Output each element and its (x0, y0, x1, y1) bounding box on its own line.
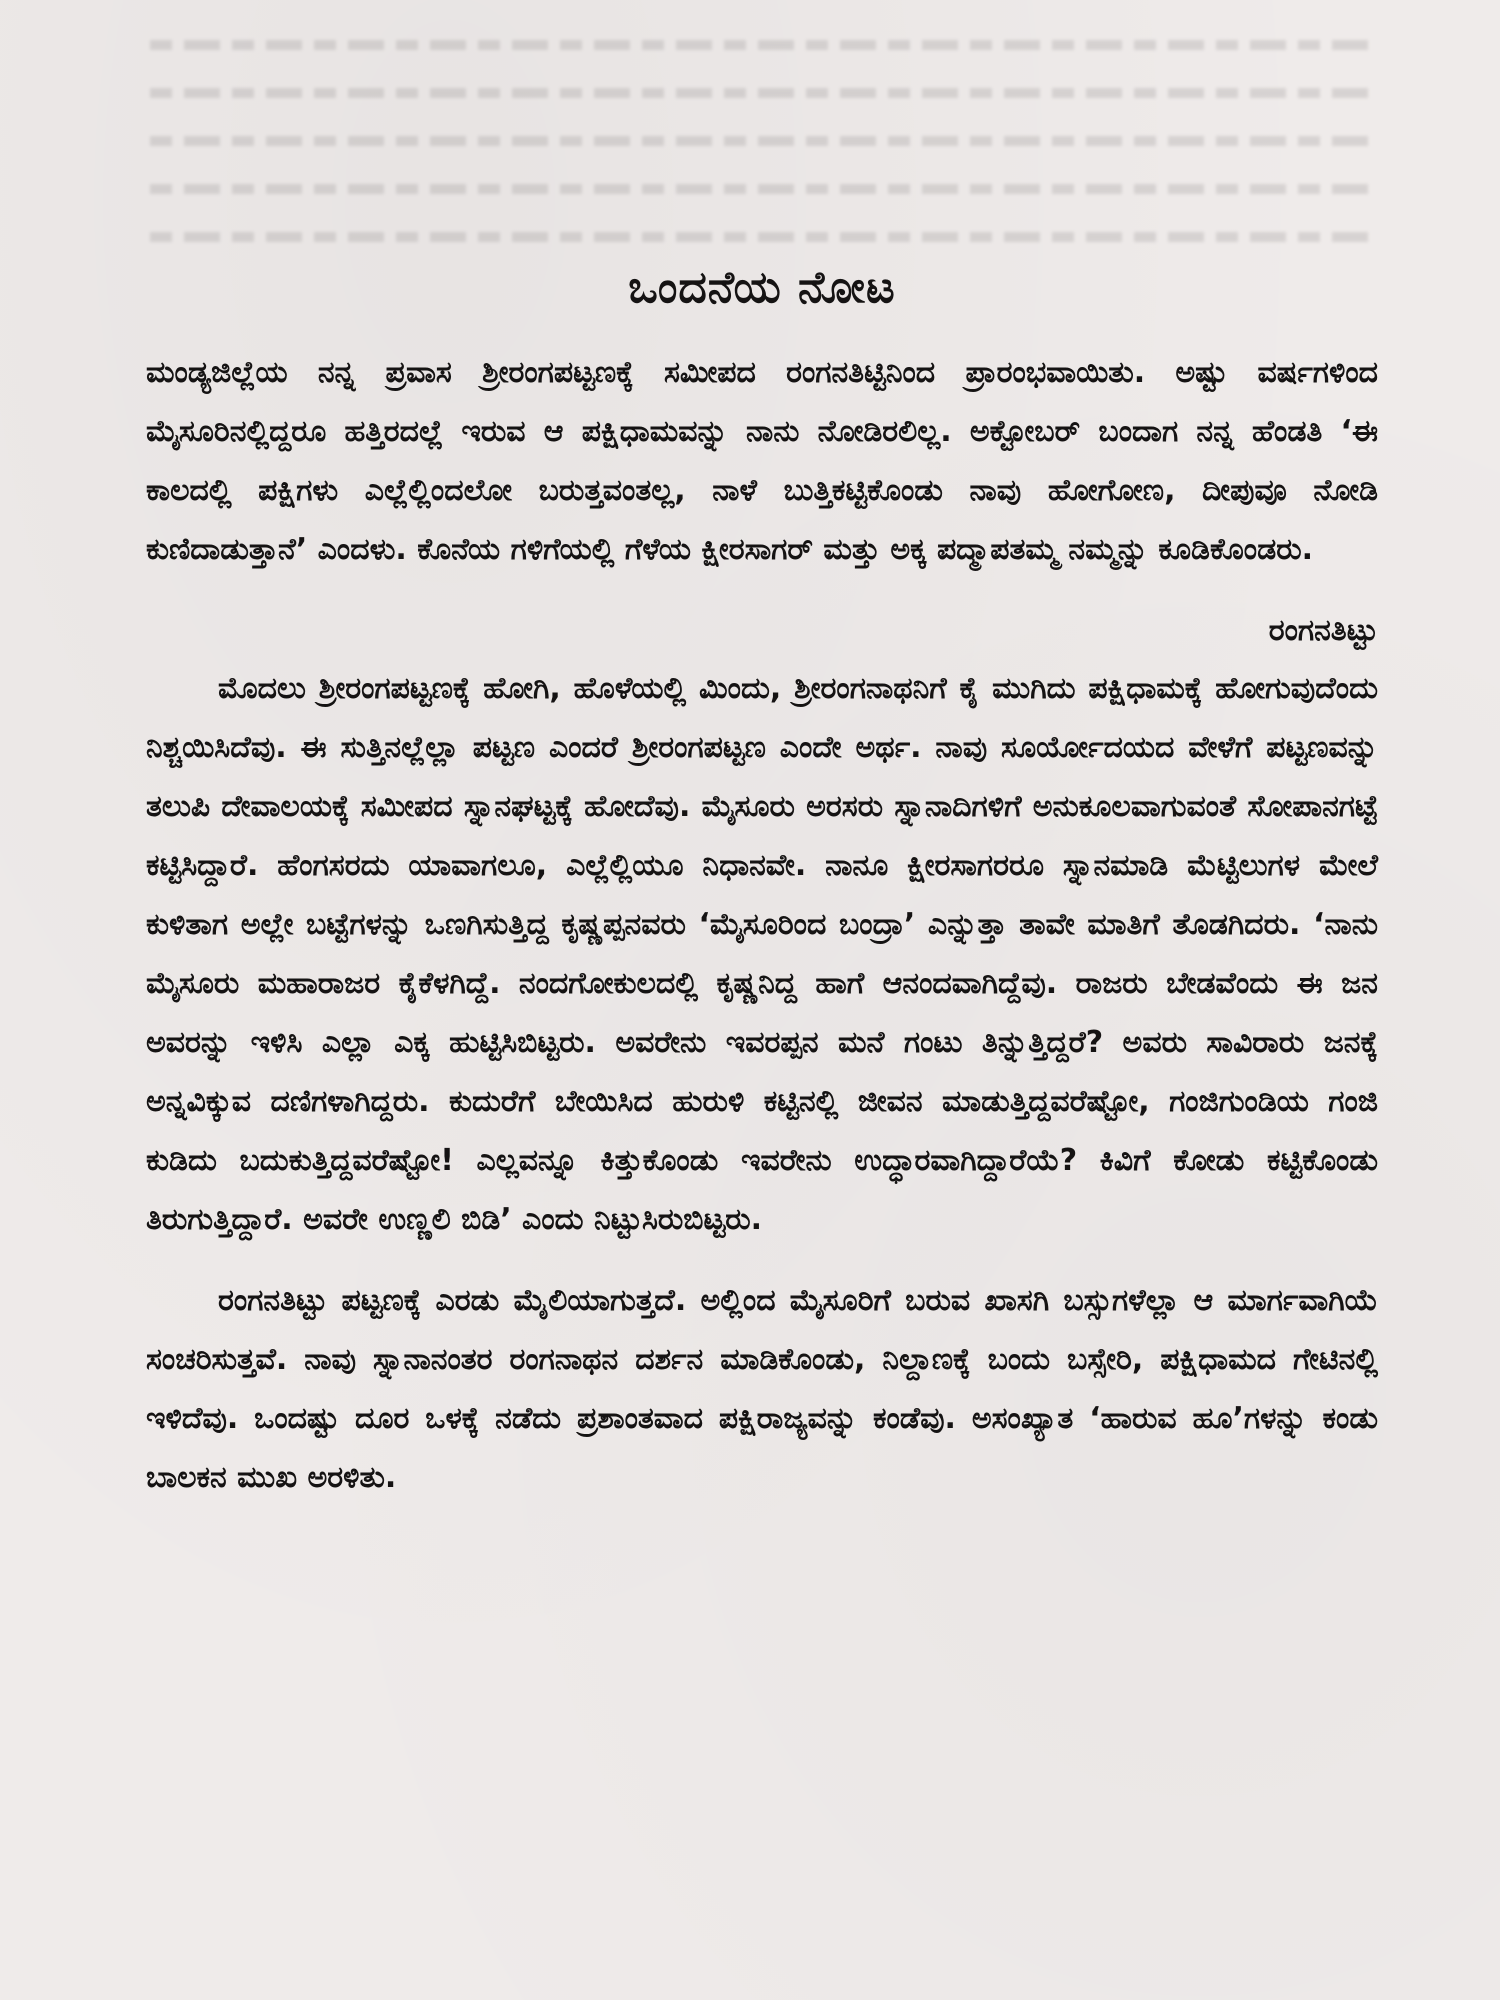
paragraph-gap (146, 1249, 1378, 1271)
paragraph-intro: ಮಂಡ್ಯಜಿಲ್ಲೆಯ ನನ್ನ ಪ್ರವಾಸ ಶ್ರೀರಂಗಪಟ್ಟಣಕ್ಕೆ ಸಮೀಪದ ರಂಗನತಿಟ್ಟಿನಿಂದ ಪ್ರಾರಂಭವಾಯಿತು. ಅಷ್ಟು ವರ್ಷಗಳಿಂದ ಮೈಸೂರಿನಲ್ಲಿದ್ದರೂ ಹತ್ತಿರದಲ್ಲೆ ಇರುವ ಆ ಪಕ್ಷಿಧಾಮವನ್ನು ನಾನು ನೋಡಿರಲಿಲ್ಲ. ಅಕ್ಟೋಬರ್ ಬಂದಾಗ ನನ್ನ ಹೆಂಡತಿ ‘ಈ ಕಾಲದಲ್ಲಿ ಪಕ್ಷಿಗಳು ಎಲ್ಲೆಲ್ಲಿಂದಲೋ ಬರುತ್ತವಂತಲ್ಲ, ನಾಳೆ ಬುತ್ತಿಕಟ್ಟಿಕೊಂಡು ನಾವು ಹೋಗೋಣ, ದೀಪುವೂ ನೋಡಿ ಕುಣಿದಾಡುತ್ತಾನೆ’ ಎಂದಳು. ಕೊನೆಯ ಗಳಿಗೆಯಲ್ಲಿ ಗೆಳೆಯ ಕ್ಷೀರಸಾಗರ್ ಮತ್ತು ಅಕ್ಕ ಪದ್ಮಾಪತಮ್ಮ ನಮ್ಮನ್ನು ಕೂಡಿಕೊಂಡರು. (146, 355, 1378, 567)
page-content (146, 262, 1378, 1507)
paragraph-ranganathittu: ರಂಗನತಿಟ್ಟು ಪಟ್ಟಣಕ್ಕೆ ಎರಡು ಮೈಲಿಯಾಗುತ್ತದೆ. ಅಲ್ಲಿಂದ ಮೈಸೂರಿಗೆ ಬರುವ ಖಾಸಗಿ ಬಸ್ಸುಗಳೆಲ್ಲಾ ಆ ಮಾರ್ಗವಾಗಿಯೆ ಸಂಚರಿಸುತ್ತವೆ. ನಾವು ಸ್ನಾನಾನಂತರ ರಂಗನಾಥನ ದರ್ಶನ ಮಾಡಿಕೊಂಡು, ನಿಲ್ದಾಣಕ್ಕೆ ಬಂದು ಬಸ್ಸೇರಿ, ಪಕ್ಷಿಧಾಮದ ಗೇಟಿನಲ್ಲಿ ಇಳಿದೆವು. ಒಂದಷ್ಟು ದೂರ ಒಳಕ್ಕೆ ನಡೆದು ಪ್ರಶಾಂತವಾದ ಪಕ್ಷಿರಾಜ್ಯವನ್ನು ಕಂಡೆವು. ಅಸಂಖ್ಯಾತ ‘ಹಾರುವ ಹೂ’ಗಳನ್ನು ಕಂಡು ಬಾಲಕನ ಮುಖ ಅರಳಿತು. (146, 1283, 1378, 1495)
chapter-title: ಒಂದನೆಯ ನೋಟ (628, 262, 896, 313)
bleed-through-texture (150, 40, 1380, 290)
section-heading: ರಂಗನತಿಟ್ಟು (1268, 613, 1378, 648)
paragraph-srirangapatna: ಮೊದಲು ಶ್ರೀರಂಗಪಟ್ಟಣಕ್ಕೆ ಹೋಗಿ, ಹೊಳೆಯಲ್ಲಿ ಮಿಂದು, ಶ್ರೀರಂಗನಾಥನಿಗೆ ಕೈ ಮುಗಿದು ಪಕ್ಷಿಧಾಮಕ್ಕೆ ಹೋಗುವುದೆಂದು ನಿಶ್ಚಯಿಸಿದೆವು. ಈ ಸುತ್ತಿನಲ್ಲೆಲ್ಲಾ ಪಟ್ಟಣ ಎಂದರೆ ಶ್ರೀರಂಗಪಟ್ಟಣ ಎಂದೇ ಅರ್ಥ. ನಾವು ಸೂರ್ಯೋದಯದ ವೇಳೆಗೆ ಪಟ್ಟಣವನ್ನು ತಲುಪಿ ದೇವಾಲಯಕ್ಕೆ ಸಮೀಪದ ಸ್ನಾನಘಟ್ಟಕ್ಕೆ ಹೋದೆವು. ಮೈಸೂರು ಅರಸರು ಸ್ನಾನಾದಿಗಳಿಗೆ ಅನುಕೂಲವಾಗುವಂತೆ ಸೋಪಾನಗಟ್ಟೆ ಕಟ್ಟಿಸಿದ್ದಾರೆ. ಹೆಂಗಸರದು ಯಾವಾಗಲೂ, ಎಲ್ಲೆಲ್ಲಿಯೂ ನಿಧಾನವೇ. ನಾನೂ ಕ್ಷೀರಸಾಗರರೂ ಸ್ನಾನಮಾಡಿ ಮೆಟ್ಟಿಲುಗಳ ಮೇಲೆ ಕುಳಿತಾಗ ಅಲ್ಲೇ ಬಟ್ಟೆಗಳನ್ನು ಒಣಗಿಸುತ್ತಿದ್ದ ಕೃಷ್ಣಪ್ಪನವರು ‘ಮೈಸೂರಿಂದ ಬಂದ್ರಾ’ ಎನ್ನುತ್ತಾ ತಾವೇ ಮಾತಿಗೆ ತೊಡಗಿದರು. ‘ನಾನು ಮೈಸೂರು ಮಹಾರಾಜರ ಕೈಕೆಳಗಿದ್ದೆ. ನಂದಗೋಕುಲದಲ್ಲಿ ಕೃಷ್ಣನಿದ್ದ ಹಾಗೆ ಆನಂದವಾಗಿದ್ದೆವು. ರಾಜರು ಬೇಡವೆಂದು ಈ ಜನ ಅವರನ್ನು ಇಳಿಸಿ ಎಲ್ಲಾ ಎಕ್ಕ ಹುಟ್ಟಿಸಿಬಿಟ್ಟರು. ಅವರೇನು ಇವರಪ್ಪನ ಮನೆ ಗಂಟು ತಿನ್ನುತ್ತಿದ್ದರೆ? ಅವರು ಸಾವಿರಾರು ಜನಕ್ಕೆ ಅನ್ನವಿಕ್ಕುವ ದಣಿಗಳಾಗಿದ್ದರು. ಕುದುರೆಗೆ ಬೇಯಿಸಿದ ಹುರುಳಿ ಕಟ್ಟಿನಲ್ಲಿ ಜೀವನ ಮಾಡುತ್ತಿದ್ದವರೆಷ್ಟೋ, ಗಂಜಿಗುಂಡಿಯ ಗಂಜಿ ಕುಡಿದು ಬದುಕುತ್ತಿದ್ದವರೆಷ್ಟೋ! ಎಲ್ಲವನ್ನೂ ಕಿತ್ತುಕೊಂಡು ಇವರೇನು ಉದ್ಧಾರವಾಗಿದ್ದಾರೆಯೆ? ಕಿವಿಗೆ ಕೋಡು ಕಟ್ಟಿಕೊಂಡು ತಿರುಗುತ್ತಿದ್ದಾರೆ. ಅವರೇ ಉಣ್ಣಲಿ ಬಿಡಿ’ ಎಂದು ನಿಟ್ಟುಸಿರುಬಿಟ್ಟರು. (146, 671, 1378, 1237)
